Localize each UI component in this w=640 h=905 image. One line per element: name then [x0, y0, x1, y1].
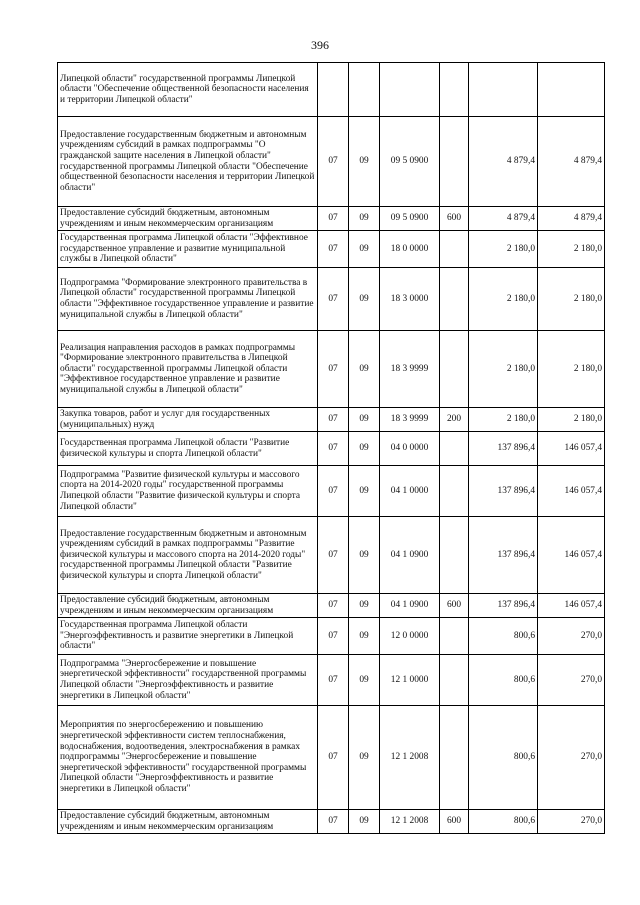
row-amount-second: 2 180,0 — [538, 408, 605, 432]
row-expense-type — [440, 517, 469, 594]
row-name: Мероприятия по энергосбережению и повышению энергетической эффективности систем теплоснабжения, водоснабжения, водоотведения, электроснабжения в рамках подпрограммы "Энергосбережение и повышение энергетической эффективности" государственной программы Липецкой области "Энергоэффективность и развитие энергетики в Липецкой области" — [58, 706, 318, 810]
row-subsection: 09 — [349, 331, 380, 408]
row-amount-first: 800,6 — [469, 655, 538, 706]
row-section: 07 — [318, 432, 349, 466]
row-name: Закупка товаров, работ и услуг для государственных (муниципальных) нужд — [58, 408, 318, 432]
row-subsection: 09 — [349, 268, 380, 331]
row-expense-type: 600 — [440, 810, 469, 834]
row-subsection: 09 — [349, 231, 380, 268]
row-expense-type — [440, 618, 469, 655]
table-row — [58, 63, 605, 117]
row-target-article: 12 0 0000 — [380, 618, 440, 655]
row-amount-second: 146 057,4 — [538, 594, 605, 618]
row-target-article: 18 3 9999 — [380, 408, 440, 432]
row-amount-first — [469, 63, 538, 117]
row-name: Подпрограмма "Энергосбережение и повышение энергетической эффективности" государственной программы Липецкой области "Энергоэффективность и развитие энергетики в Липецкой области" — [58, 655, 318, 706]
row-section: 07 — [318, 117, 349, 207]
row-amount-first: 4 879,4 — [469, 117, 538, 207]
row-name: Реализация направления расходов в рамках подпрограммы "Формирование электронного правительства в Липецкой области" государственной программы Липецкой области "Эффективное государственное управление и развитие муниципальной службы в Липецкой области" — [58, 331, 318, 408]
table-row — [58, 207, 605, 231]
table-row — [58, 706, 605, 810]
row-expense-type — [440, 466, 469, 517]
row-amount-second: 270,0 — [538, 655, 605, 706]
row-section: 07 — [318, 331, 349, 408]
row-target-article: 04 1 0900 — [380, 594, 440, 618]
row-target-article: 18 3 0000 — [380, 268, 440, 331]
row-amount-first: 137 896,4 — [469, 517, 538, 594]
row-name: Государственная программа Липецкой области "Развитие физической культуры и спорта Липецкой области" — [58, 432, 318, 466]
row-target-article: 04 0 0000 — [380, 432, 440, 466]
row-amount-second: 270,0 — [538, 706, 605, 810]
budget-table — [57, 62, 605, 834]
row-amount-second: 4 879,4 — [538, 207, 605, 231]
row-subsection: 09 — [349, 207, 380, 231]
row-name: Государственная программа Липецкой области "Эффективное государственное управление и развитие муниципальной службы в Липецкой области" — [58, 231, 318, 268]
row-target-article: 04 1 0000 — [380, 466, 440, 517]
row-subsection — [349, 63, 380, 117]
row-amount-second: 270,0 — [538, 618, 605, 655]
row-subsection: 09 — [349, 117, 380, 207]
row-subsection: 09 — [349, 594, 380, 618]
row-amount-second — [538, 63, 605, 117]
row-target-article: 09 5 0900 — [380, 117, 440, 207]
row-expense-type — [440, 331, 469, 408]
row-name: Липецкой области" государственной программы Липецкой области "Обеспечение общественной безопасности населения и территории Липецкой области" — [58, 63, 318, 117]
row-name: Государственная программа Липецкой области "Энергоэффективность и развитие энергетики в Липецкой области" — [58, 618, 318, 655]
table-row — [58, 268, 605, 331]
row-target-article: 09 5 0900 — [380, 207, 440, 231]
row-section: 07 — [318, 706, 349, 810]
budget-table-body — [58, 63, 605, 834]
table-row — [58, 231, 605, 268]
row-amount-first: 800,6 — [469, 618, 538, 655]
row-name: Предоставление государственным бюджетным и автономным учреждениям субсидий в рамках подпрограммы "О гражданской защите населения в Липецкой области" государственной программы Липецкой области "Обеспечение общественной безопасности населения и территории Липецкой области" — [58, 117, 318, 207]
row-target-article: 04 1 0900 — [380, 517, 440, 594]
row-amount-first: 2 180,0 — [469, 408, 538, 432]
row-section: 07 — [318, 594, 349, 618]
row-target-article — [380, 63, 440, 117]
row-target-article: 18 0 0000 — [380, 231, 440, 268]
row-section: 07 — [318, 231, 349, 268]
row-expense-type — [440, 117, 469, 207]
row-expense-type — [440, 268, 469, 331]
row-section: 07 — [318, 207, 349, 231]
row-section: 07 — [318, 466, 349, 517]
row-amount-second: 146 057,4 — [538, 432, 605, 466]
table-row — [58, 594, 605, 618]
row-target-article: 18 3 9999 — [380, 331, 440, 408]
table-row — [58, 432, 605, 466]
row-subsection: 09 — [349, 618, 380, 655]
row-subsection: 09 — [349, 655, 380, 706]
row-name: Предоставление государственным бюджетным и автономным учреждениям субсидий в рамках подпрограммы "Развитие физической культуры и массового спорта на 2014-2020 годы" государственной программы Липецкой области "Развитие физической культуры и спорта Липецкой области" — [58, 517, 318, 594]
page-number: 396 — [311, 38, 329, 52]
table-row — [58, 117, 605, 207]
row-amount-first: 4 879,4 — [469, 207, 538, 231]
row-name: Предоставление субсидий бюджетным, автономным учреждениям и иным некоммерческим организациям — [58, 810, 318, 834]
table-row — [58, 517, 605, 594]
row-name: Предоставление субсидий бюджетным, автономным учреждениям и иным некоммерческим организациям — [58, 594, 318, 618]
row-expense-type — [440, 432, 469, 466]
table-row — [58, 618, 605, 655]
row-amount-first: 2 180,0 — [469, 268, 538, 331]
row-section — [318, 63, 349, 117]
row-amount-first: 137 896,4 — [469, 432, 538, 466]
row-target-article: 12 1 0000 — [380, 655, 440, 706]
table-row — [58, 810, 605, 834]
row-subsection: 09 — [349, 466, 380, 517]
row-section: 07 — [318, 618, 349, 655]
table-row — [58, 655, 605, 706]
row-amount-first: 800,6 — [469, 810, 538, 834]
row-name: Предоставление субсидий бюджетным, автономным учреждениям и иным некоммерческим организациям — [58, 207, 318, 231]
row-section: 07 — [318, 517, 349, 594]
row-subsection: 09 — [349, 706, 380, 810]
table-row — [58, 331, 605, 408]
row-amount-second: 2 180,0 — [538, 331, 605, 408]
row-amount-second: 4 879,4 — [538, 117, 605, 207]
row-section: 07 — [318, 408, 349, 432]
table-row — [58, 466, 605, 517]
row-section: 07 — [318, 655, 349, 706]
table-row — [58, 408, 605, 432]
row-subsection: 09 — [349, 517, 380, 594]
row-target-article: 12 1 2008 — [380, 706, 440, 810]
row-expense-type — [440, 655, 469, 706]
row-amount-first: 2 180,0 — [469, 331, 538, 408]
row-expense-type: 600 — [440, 594, 469, 618]
row-amount-second: 270,0 — [538, 810, 605, 834]
row-expense-type — [440, 706, 469, 810]
row-target-article: 12 1 2008 — [380, 810, 440, 834]
row-expense-type — [440, 63, 469, 117]
row-amount-second: 146 057,4 — [538, 466, 605, 517]
row-expense-type — [440, 231, 469, 268]
row-name: Подпрограмма "Формирование электронного правительства в Липецкой области" государственной программы Липецкой области "Эффективное государственное управление и развитие муниципальной службы в Липецкой области" — [58, 268, 318, 331]
row-amount-first: 137 896,4 — [469, 594, 538, 618]
row-expense-type: 200 — [440, 408, 469, 432]
row-subsection: 09 — [349, 408, 380, 432]
row-subsection: 09 — [349, 432, 380, 466]
row-section: 07 — [318, 810, 349, 834]
row-subsection: 09 — [349, 810, 380, 834]
row-name: Подпрограмма "Развитие физической культуры и массового спорта на 2014-2020 годы" государственной программы Липецкой области "Развитие физической культуры и спорта Липецкой области" — [58, 466, 318, 517]
row-expense-type: 600 — [440, 207, 469, 231]
row-amount-second: 2 180,0 — [538, 231, 605, 268]
row-amount-second: 2 180,0 — [538, 268, 605, 331]
row-amount-second: 146 057,4 — [538, 517, 605, 594]
row-amount-first: 800,6 — [469, 706, 538, 810]
row-amount-first: 137 896,4 — [469, 466, 538, 517]
row-amount-first: 2 180,0 — [469, 231, 538, 268]
row-section: 07 — [318, 268, 349, 331]
